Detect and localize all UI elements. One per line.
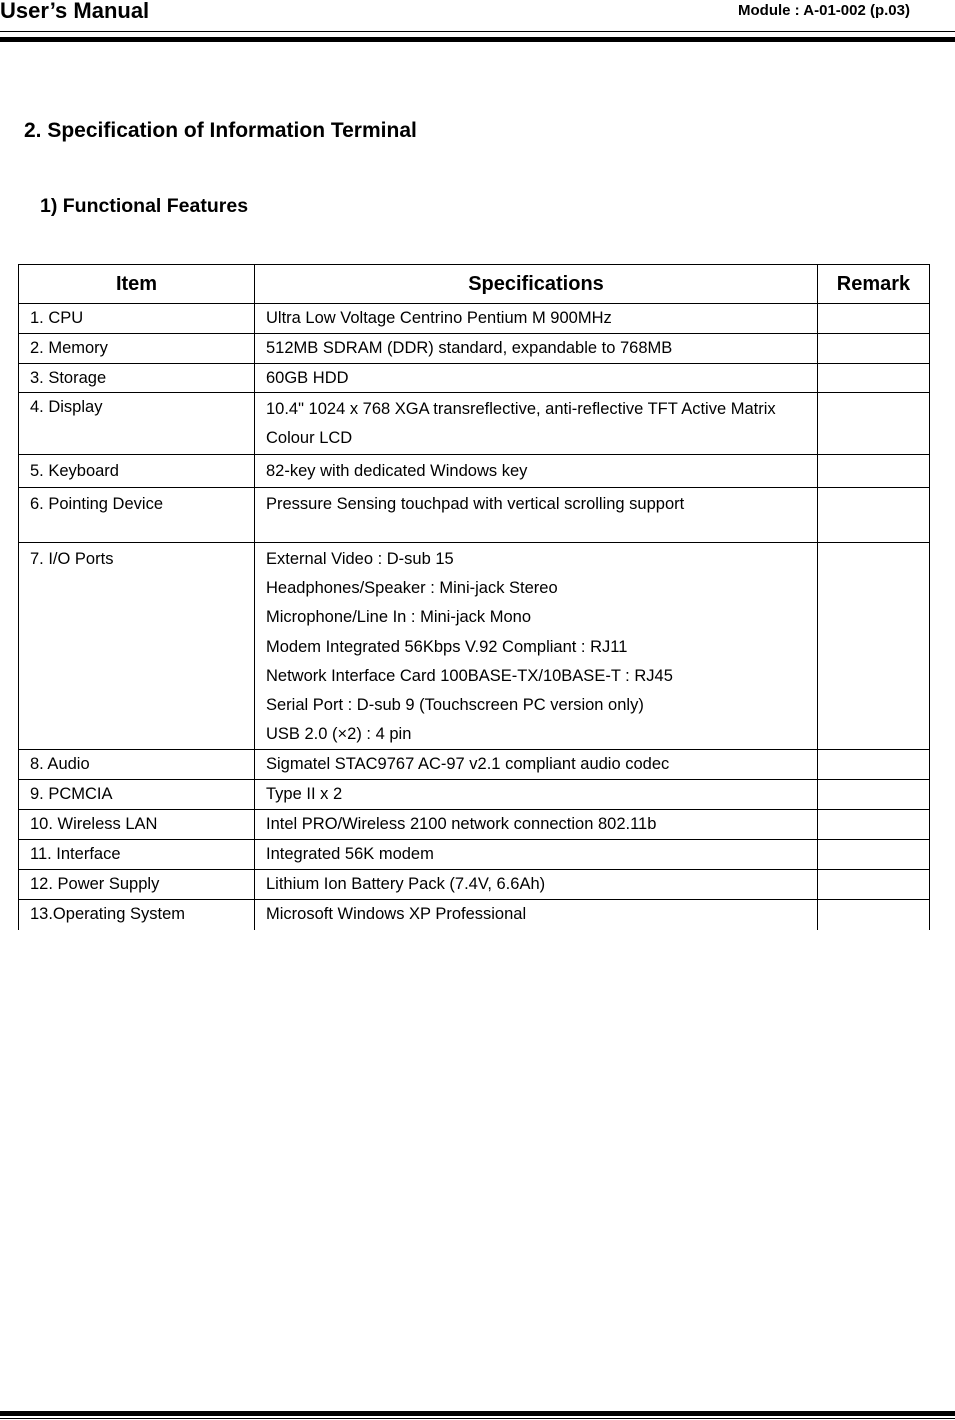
remark-cell [818, 488, 930, 543]
remark-cell [818, 810, 930, 840]
spec-line: Microsoft Windows XP Professional [266, 905, 527, 924]
table-row [19, 488, 930, 543]
spec-cell [255, 810, 818, 840]
spec-line: Type II x 2 [266, 785, 343, 804]
item-cell: 4. Display [19, 393, 255, 455]
subsection-title: 1) Functional Features [40, 195, 249, 217]
remark-cell [818, 455, 930, 488]
manual-title: User’s Manual [0, 0, 150, 23]
spec-line: Headphones/Speaker : Mini-jack Stereo [266, 579, 558, 598]
column-header-item: Item [19, 265, 255, 304]
spec-cell [255, 750, 818, 780]
spec-line: Microphone/Line In : Mini-jack Mono [266, 608, 532, 627]
specification-table [18, 264, 930, 930]
table-row [19, 810, 930, 840]
item-cell: 6. Pointing Device [19, 488, 255, 543]
remark-cell [818, 304, 930, 334]
remark-cell [818, 334, 930, 364]
item-cell: 10. Wireless LAN [19, 810, 255, 840]
remark-cell [818, 840, 930, 870]
table-row [19, 900, 930, 930]
module-label: Module : A-01-002 (p.03) [738, 2, 910, 19]
table-row [19, 780, 930, 810]
spec-cell [255, 900, 818, 930]
remark-cell [818, 393, 930, 455]
spec-line: 60GB HDD [266, 369, 349, 387]
spec-cell [255, 840, 818, 870]
footer-rule-thick [0, 1411, 955, 1416]
item-cell: 1. CPU [19, 304, 255, 334]
spec-cell [255, 334, 818, 364]
item-cell: 5. Keyboard [19, 455, 255, 488]
spec-line: 512MB SDRAM (DDR) standard, expandable to 768MB [266, 339, 673, 357]
item-cell: 2. Memory [19, 334, 255, 364]
spec-line: External Video : D-sub 15 [266, 550, 454, 568]
spec-cell [255, 364, 818, 393]
remark-cell [818, 900, 930, 930]
spec-line: Lithium Ion Battery Pack (7.4V, 6.6Ah) [266, 875, 546, 894]
header-rule-thin [0, 31, 955, 32]
remark-cell [818, 364, 930, 393]
item-cell: 8. Audio [19, 750, 255, 780]
spec-cell [255, 780, 818, 810]
remark-cell [818, 750, 930, 780]
table-row [19, 334, 930, 364]
item-cell: 9. PCMCIA [19, 780, 255, 810]
item-cell: 12. Power Supply [19, 870, 255, 900]
table-header-row [19, 265, 930, 304]
item-cell: 3. Storage [19, 364, 255, 393]
spec-cell [255, 455, 818, 488]
spec-line: Intel PRO/Wireless 2100 network connection 802.11b [266, 815, 657, 834]
header-rule-thick [0, 37, 955, 42]
spec-line: Integrated 56K modem [266, 845, 434, 864]
table-row [19, 750, 930, 780]
table-row [19, 543, 930, 750]
table-row [19, 840, 930, 870]
spec-line: Ultra Low Voltage Centrino Pentium M 900MHz [266, 309, 612, 327]
remark-cell [818, 543, 930, 750]
spec-cell [255, 304, 818, 334]
remark-cell [818, 870, 930, 900]
table-row [19, 870, 930, 900]
spec-line: Modem Integrated 56Kbps V.92 Compliant : RJ11 [266, 637, 628, 656]
item-cell: 7. I/O Ports [19, 543, 255, 750]
column-header-specifications: Specifications [255, 265, 818, 304]
spec-line: USB 2.0 (×2) : 4 pin [266, 725, 412, 744]
footer-rule-thin [0, 1418, 955, 1419]
spec-cell [255, 488, 818, 543]
spec-cell [255, 870, 818, 900]
spec-line: 82-key with dedicated Windows key [266, 462, 528, 480]
spec-cell: 10.4" 1024 x 768 XGA transreflective, anti-reflective TFT Active Matrix Colour LCD [255, 393, 818, 455]
table-row [19, 304, 930, 334]
table-row [19, 455, 930, 488]
section-title: 2. Specification of Information Terminal [24, 119, 417, 142]
table-row [19, 364, 930, 393]
spec-line: Sigmatel STAC9767 AC-97 v2.1 compliant audio codec [266, 755, 670, 774]
spec-line: Network Interface Card 100BASE-TX/10BASE-T : RJ45 [266, 666, 673, 685]
spec-line: Pressure Sensing touchpad with vertical scrolling support [266, 495, 685, 513]
table-row [19, 393, 930, 455]
spec-cell [255, 543, 818, 750]
spec-line: Serial Port : D-sub 9 (Touchscreen PC version only) [266, 696, 644, 715]
item-cell: 13.Operating System [19, 900, 255, 930]
item-cell: 11. Interface [19, 840, 255, 870]
column-header-remark: Remark [818, 265, 930, 304]
remark-cell [818, 780, 930, 810]
